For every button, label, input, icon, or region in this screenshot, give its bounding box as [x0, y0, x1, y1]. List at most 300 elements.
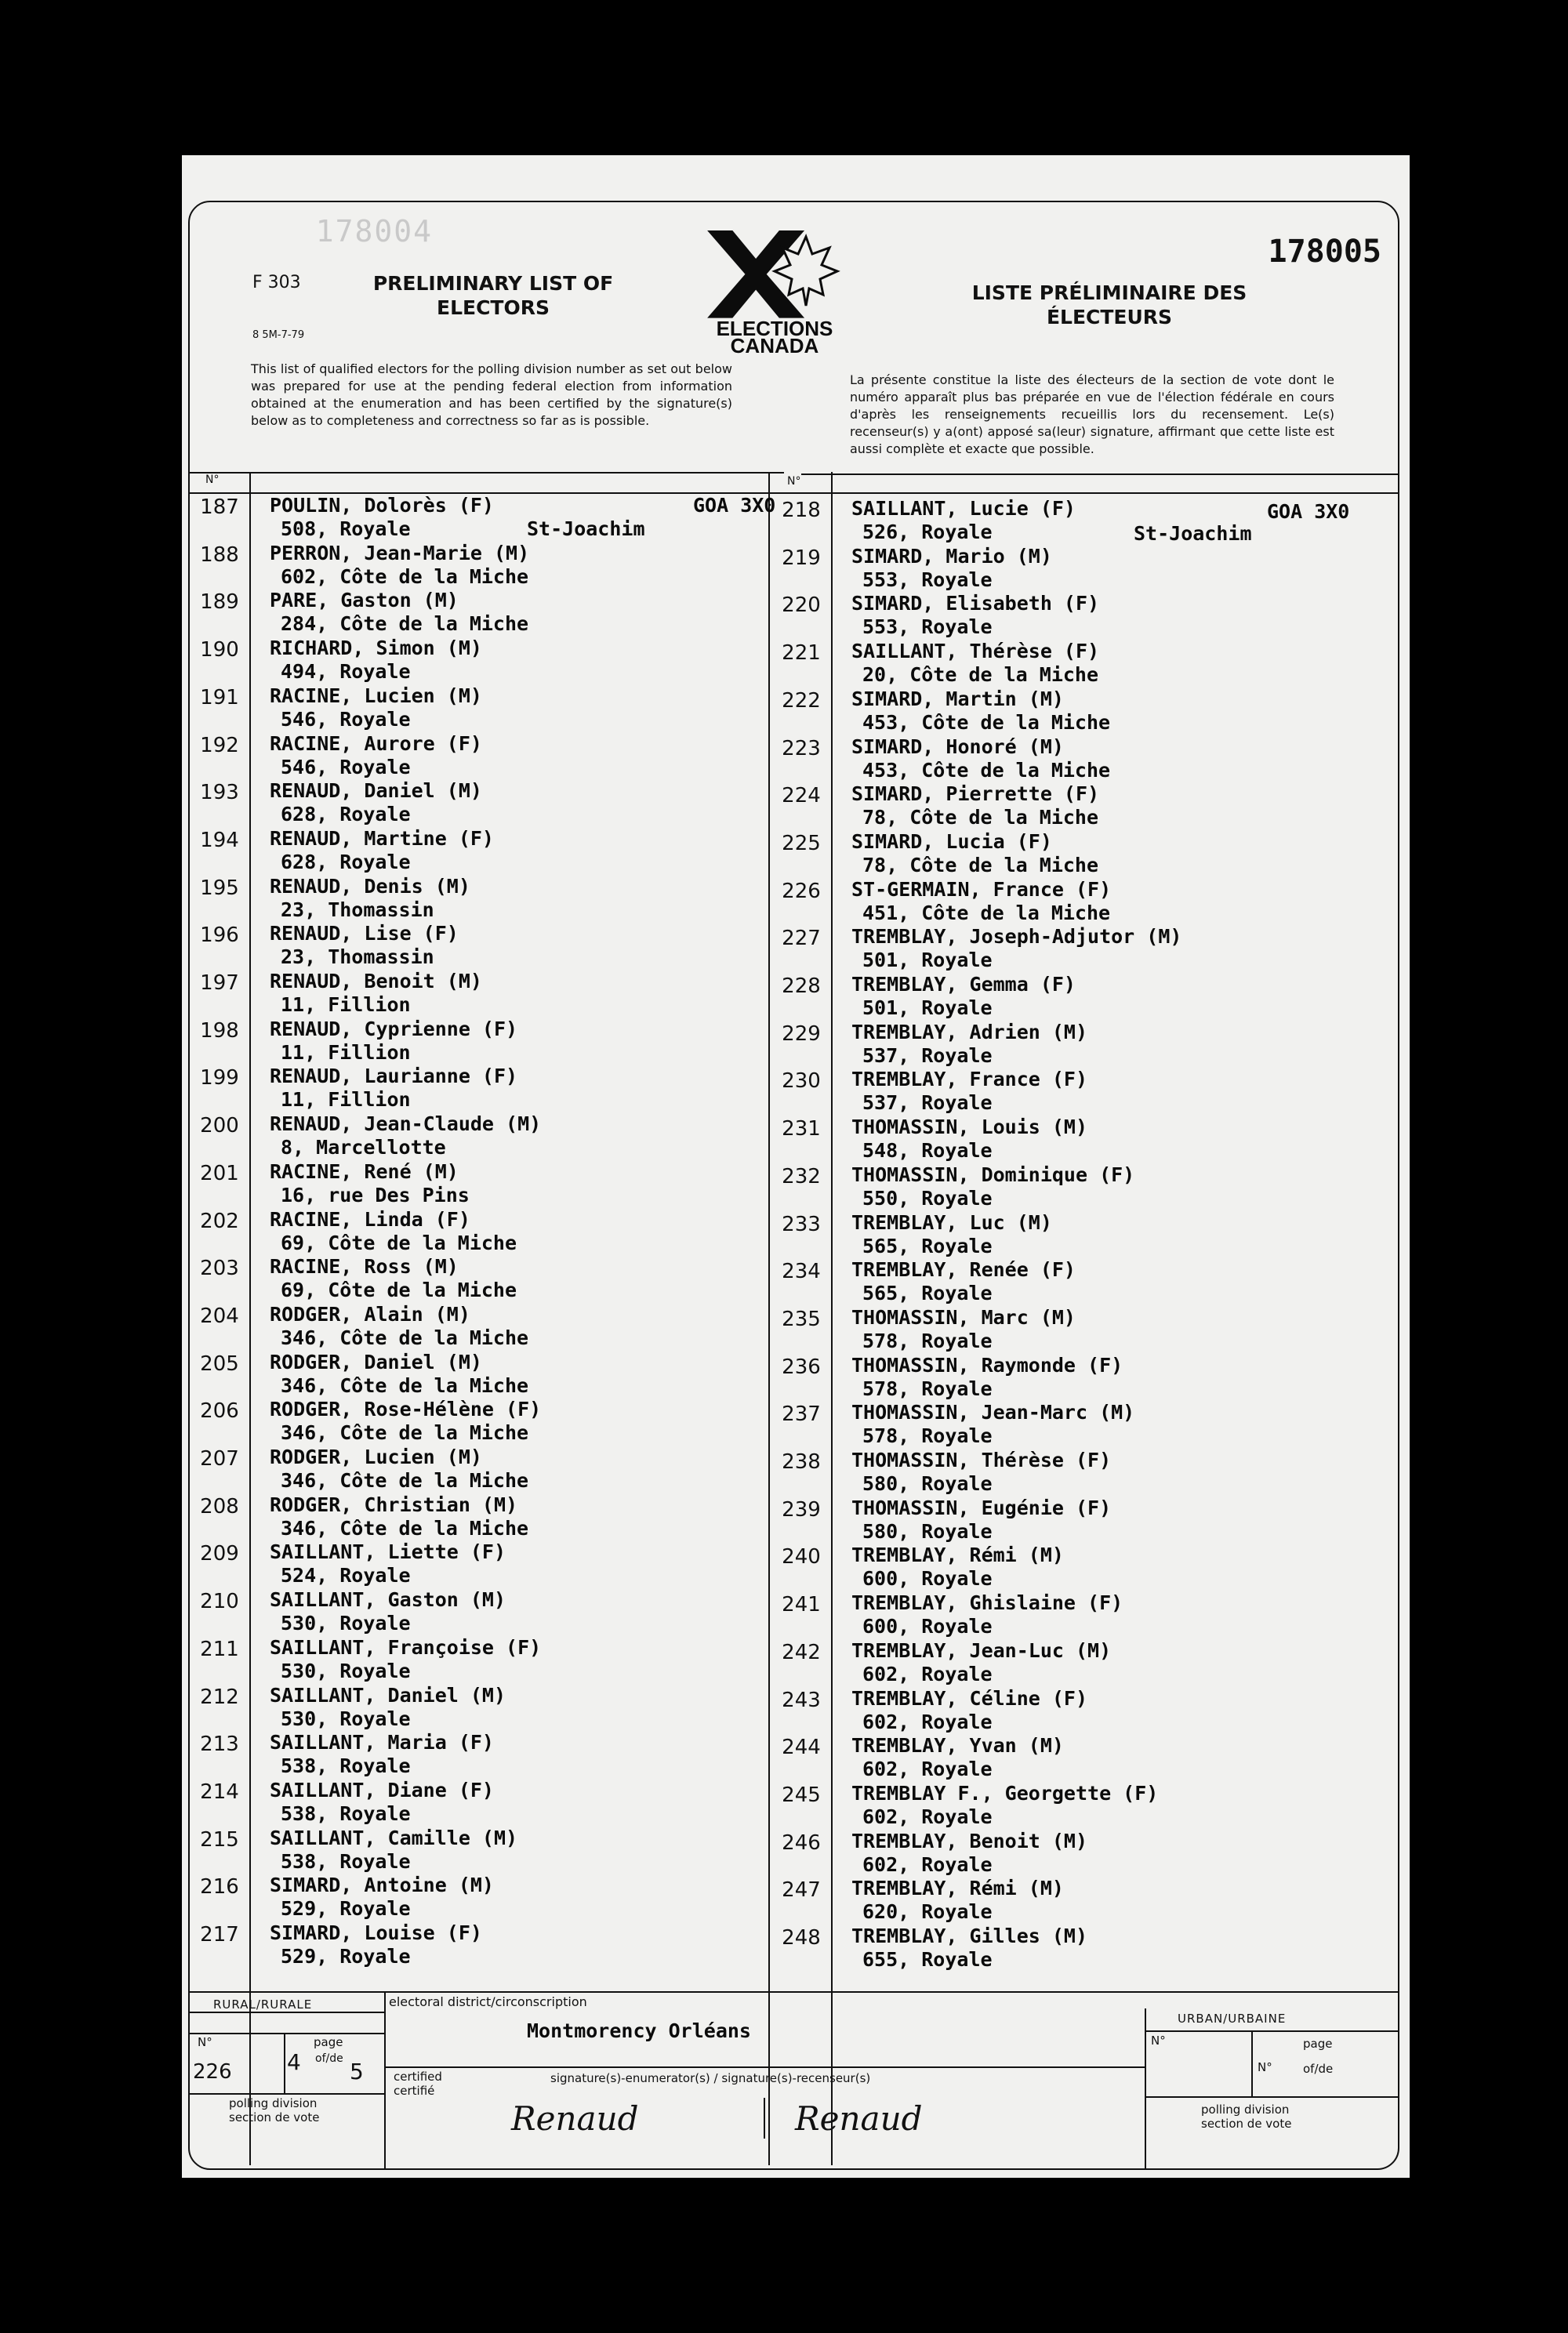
elector-address: 11, Fillion	[281, 1088, 411, 1112]
elector-name: RODGER, Rose-Hélène (F)	[270, 1398, 542, 1421]
elector-entry	[851, 497, 1076, 544]
elector-name: TREMBLAY, Benoit (M)	[851, 1829, 1088, 1852]
elector-address: 23, Thomassin	[281, 945, 434, 969]
elector-number: 214	[200, 1780, 239, 1804]
elector-number: 209	[200, 1542, 239, 1566]
elector-name: RENAUD, Jean-Claude (M)	[270, 1112, 542, 1136]
elector-address: 580, Royale	[862, 1519, 993, 1543]
elector-name: TREMBLAY, Gemma (F)	[851, 973, 1076, 996]
elector-number: 242	[782, 1640, 821, 1664]
urban-label: URBAN/URBAINE	[1178, 2012, 1287, 2026]
urban-no-page-divider	[1251, 2030, 1253, 2096]
elector-number: 243	[782, 1688, 821, 1712]
elector-entry	[270, 1446, 528, 1493]
elector-address: 8, Marcellotte	[281, 1136, 446, 1159]
elector-entry	[270, 494, 494, 541]
elector-entry	[270, 1493, 528, 1540]
elector-address: 580, Royale	[862, 1472, 993, 1495]
elector-entry	[851, 1306, 1076, 1353]
right-number-header: N°	[787, 475, 801, 488]
elector-entry	[851, 1591, 1123, 1638]
rural-no-page-divider	[284, 2033, 285, 2093]
elector-number: 196	[200, 923, 239, 948]
elector-number: 224	[782, 784, 821, 808]
logo-text-elections: ELECTIONS	[716, 317, 833, 340]
elector-address: 538, Royale	[281, 1801, 411, 1825]
elector-number: 220	[782, 593, 821, 618]
elector-number: 226	[782, 879, 821, 903]
elector-number: 198	[200, 1018, 239, 1043]
footer-top-line	[188, 1991, 1399, 1993]
elector-address: 602, Royale	[862, 1662, 993, 1685]
elector-name: THOMASSIN, Louis (M)	[851, 1116, 1088, 1139]
elector-entry	[851, 688, 1110, 735]
elector-address: 602, Côte de la Miche	[281, 564, 529, 588]
elector-entry	[270, 1160, 470, 1207]
elector-address: 546, Royale	[281, 755, 411, 778]
elector-number: 237	[782, 1402, 821, 1427]
elector-address: 20, Côte de la Miche	[862, 663, 1099, 687]
elector-entry	[851, 1211, 1052, 1258]
elector-entry	[851, 1401, 1134, 1448]
title-english: PRELIMINARY LIST OF ELECTORS	[372, 272, 614, 319]
elector-entry	[270, 970, 482, 1017]
elector-entry	[851, 592, 1099, 639]
urban-label-line	[1145, 2030, 1399, 2032]
elector-entry	[270, 1921, 482, 1968]
elector-name: RICHARD, Simon (M)	[270, 637, 482, 660]
elector-number: 191	[200, 685, 239, 709]
urban-polling-label-fr: section de vote	[1201, 2117, 1292, 2131]
elector-number: 210	[200, 1590, 239, 1614]
elector-entry	[851, 1830, 1087, 1877]
elector-address: 548, Royale	[862, 1139, 993, 1163]
elector-entry	[851, 878, 1111, 925]
elector-name: TREMBLAY, Ghislaine (F)	[851, 1591, 1123, 1615]
elector-name: RODGER, Daniel (M)	[270, 1350, 482, 1373]
elector-name: THOMASSIN, Thérèse (F)	[851, 1449, 1112, 1471]
elector-name: THOMASSIN, Eugénie (F)	[851, 1496, 1112, 1519]
signature-separator	[764, 2098, 765, 2139]
elector-address: 550, Royale	[862, 1186, 993, 1210]
elector-name: TREMBLAY, Joseph-Adjutor (M)	[851, 925, 1182, 949]
urban-of-label: of/de	[1303, 2062, 1334, 2076]
table-top-line-right	[801, 473, 1399, 475]
elector-number: 192	[200, 733, 239, 757]
elector-address: 346, Côte de la Miche	[281, 1326, 529, 1349]
elector-entry	[270, 1779, 494, 1826]
elector-name: TREMBLAY, Yvan (M)	[851, 1734, 1064, 1758]
form-number: F 303	[252, 273, 301, 292]
elector-number: 229	[782, 1021, 821, 1046]
elector-entry	[851, 1449, 1111, 1496]
elector-number: 204	[200, 1304, 239, 1328]
elector-address: 537, Royale	[862, 1043, 993, 1067]
elector-name: SIMARD, Martin (M)	[851, 687, 1064, 710]
elector-number: 202	[200, 1209, 239, 1233]
elector-number: 232	[782, 1164, 821, 1188]
elector-address: 284, Côte de la Miche	[281, 612, 529, 636]
certified-label-fr: certifié	[394, 2084, 435, 2098]
elector-name: SAILLANT, Liette (F)	[270, 1540, 506, 1564]
elector-address: 501, Royale	[862, 996, 993, 1019]
elector-entry	[270, 1255, 517, 1302]
elector-name: RACINE, Aurore (F)	[270, 731, 482, 755]
elector-name: TREMBLAY, Gilles (M)	[851, 1925, 1088, 1947]
elector-number: 200	[200, 1114, 239, 1138]
elector-address: 602, Royale	[862, 1805, 993, 1828]
elector-number: 248	[782, 1926, 821, 1950]
signature-label: signature(s)-enumerator(s) / signature(s)-recenseur(s)	[550, 2071, 871, 2085]
elector-entry	[851, 1116, 1087, 1163]
elector-entry	[851, 1497, 1111, 1544]
elector-address: 620, Royale	[862, 1900, 993, 1924]
elector-name: RACINE, Ross (M)	[270, 1255, 459, 1279]
elector-entry	[851, 735, 1110, 782]
electoral-district-label: electoral district/circonscription	[389, 1994, 587, 2009]
elector-number: 194	[200, 828, 239, 852]
elector-entry	[851, 1877, 1064, 1924]
urban-no2-label: N°	[1258, 2060, 1272, 2074]
elector-address: 529, Royale	[281, 1945, 411, 1968]
elector-name: SAILLANT, Gaston (M)	[270, 1588, 506, 1612]
elector-name: TREMBLAY, France (F)	[851, 1068, 1088, 1091]
elector-entry	[270, 779, 482, 826]
elector-name: SAILLANT, Camille (M)	[270, 1826, 518, 1849]
elector-address: 578, Royale	[862, 1424, 993, 1448]
elector-address: 23, Thomassin	[281, 898, 434, 921]
elector-name: SIMARD, Louise (F)	[270, 1921, 482, 1944]
elector-number: 228	[782, 974, 821, 998]
left-number-header: N°	[205, 473, 220, 486]
elector-entry	[851, 1687, 1087, 1734]
elector-name: THOMASSIN, Dominique (F)	[851, 1163, 1135, 1186]
elector-number: 189	[200, 590, 239, 615]
urban-polling-label-en: polling division	[1201, 2103, 1290, 2117]
rural-bottom-line	[188, 2093, 384, 2095]
elector-name: THOMASSIN, Jean-Marc (M)	[851, 1401, 1135, 1424]
elector-name: RENAUD, Lise (F)	[270, 922, 459, 945]
elector-number: 201	[200, 1161, 239, 1185]
elector-entry	[270, 1874, 494, 1921]
elector-number: 244	[782, 1736, 821, 1760]
rural-label-line	[188, 2012, 384, 2013]
elector-name: RENAUD, Cyprienne (F)	[270, 1017, 518, 1040]
elector-entry	[851, 640, 1099, 687]
elector-entry	[851, 1639, 1111, 1686]
elector-address: 530, Royale	[281, 1659, 411, 1682]
elector-name: TREMBLAY, Adrien (M)	[851, 1020, 1088, 1043]
form-code: 8 5M-7-79	[252, 329, 305, 341]
elector-address: 69, Côte de la Miche	[281, 1279, 517, 1302]
elector-name: SAILLANT, Diane (F)	[270, 1778, 494, 1801]
page-number: 4	[287, 2049, 301, 2075]
elector-address: 501, Royale	[862, 949, 993, 972]
elector-address: 530, Royale	[281, 1707, 411, 1730]
elector-entry	[270, 1827, 517, 1874]
elector-entry	[270, 1303, 528, 1350]
elector-address: 451, Côte de la Miche	[862, 901, 1111, 924]
elector-number: 246	[782, 1830, 821, 1855]
elector-address: 655, Royale	[862, 1948, 993, 1971]
elector-name: RACINE, Linda (F)	[270, 1207, 470, 1231]
elector-number: 193	[200, 781, 239, 805]
elector-name: SIMARD, Mario (M)	[851, 544, 1052, 568]
elector-address: 16, rue Des Pins	[281, 1183, 470, 1206]
elector-entry	[851, 545, 1052, 592]
elector-number: 208	[200, 1494, 239, 1518]
elector-name: RODGER, Lucien (M)	[270, 1446, 482, 1468]
elector-name: SAILLANT, Thérèse (F)	[851, 640, 1100, 663]
elector-entry	[851, 1021, 1087, 1068]
elector-name: POULIN, Dolorès (F)	[270, 494, 494, 517]
elector-number: 211	[200, 1637, 239, 1661]
signature-enumerator-1: Renaud	[511, 2099, 639, 2138]
elector-address: 537, Royale	[862, 1091, 993, 1115]
elector-name: ST-GERMAIN, France (F)	[851, 877, 1112, 901]
elector-entry	[851, 973, 1076, 1020]
elector-number: 195	[200, 876, 239, 900]
elector-name: RENAUD, Benoit (M)	[270, 970, 482, 992]
elector-number: 206	[200, 1399, 239, 1424]
rural-page-label: page	[314, 2035, 343, 2049]
elector-address: 600, Royale	[862, 1615, 993, 1638]
elector-number: 223	[782, 736, 821, 760]
elector-name: RENAUD, Denis (M)	[270, 874, 470, 898]
elector-name: SAILLANT, Lucie (F)	[851, 497, 1076, 520]
district-line	[384, 2066, 1145, 2068]
elector-name: PERRON, Jean-Marie (M)	[270, 541, 530, 564]
electoral-district: Montmorency Orléans	[527, 2019, 751, 2042]
elector-number: 235	[782, 1307, 821, 1331]
elector-entry	[270, 875, 470, 922]
elector-name: THOMASSIN, Marc (M)	[851, 1305, 1076, 1329]
elector-name: TREMBLAY, Rémi (M)	[851, 1544, 1064, 1567]
elector-address: 529, Royale	[281, 1897, 411, 1921]
elector-address: 628, Royale	[281, 803, 411, 826]
elector-name: SIMARD, Elisabeth (F)	[851, 592, 1100, 615]
elector-address: 578, Royale	[862, 1329, 993, 1352]
elector-entry	[270, 1540, 506, 1587]
elector-entry	[270, 1112, 541, 1159]
elector-name: SAILLANT, Maria (F)	[270, 1731, 494, 1754]
elector-entry	[851, 1782, 1158, 1829]
elector-number: 234	[782, 1260, 821, 1284]
page-of-label: of/de	[315, 2052, 343, 2065]
elector-entry	[270, 1588, 506, 1635]
elector-name: TREMBLAY, Jean-Luc (M)	[851, 1638, 1112, 1662]
elector-number: 219	[782, 546, 821, 570]
rural-label: RURAL/RURALE	[213, 1997, 313, 2012]
elector-number: 240	[782, 1545, 821, 1569]
left-postal-code: GOA 3X0	[693, 494, 776, 517]
elector-entry	[270, 684, 482, 731]
elector-entry	[270, 589, 528, 636]
elector-entry	[270, 1684, 506, 1731]
elector-address: 530, Royale	[281, 1612, 411, 1635]
elector-name: TREMBLAY, Rémi (M)	[851, 1877, 1064, 1900]
elector-entry	[270, 1018, 517, 1065]
elector-address: 553, Royale	[862, 568, 993, 591]
elector-address: 346, Côte de la Miche	[281, 1516, 529, 1540]
elector-entry	[270, 1636, 541, 1683]
elector-number: 245	[782, 1783, 821, 1807]
intro-text-french: La présente constitue la liste des électeurs de la section de vote dont le numéro apparaît plus bas préparée en vue de l'élection fédérale en cours d'après les renseignements recueillis lors du recensement. Le(s) recenseur(s) y a(ont) apposé sa(leur) signature, affirmant que cette liste est aussi complète et exacte que possible.	[850, 372, 1334, 456]
elector-number: 233	[782, 1212, 821, 1236]
elector-number: 212	[200, 1685, 239, 1709]
elector-name: SIMARD, Honoré (M)	[851, 735, 1064, 758]
elector-entry	[270, 827, 494, 874]
elector-address: 538, Royale	[281, 1849, 411, 1873]
logo-text-canada: CANADA	[730, 334, 819, 356]
elector-address: 602, Royale	[862, 1710, 993, 1733]
rural-no-label: N°	[198, 2035, 212, 2049]
elector-address: 565, Royale	[862, 1282, 993, 1305]
elector-number: 221	[782, 641, 821, 666]
elector-name: SAILLANT, Daniel (M)	[270, 1683, 506, 1707]
elector-entry	[270, 1208, 517, 1255]
urban-bottom-line	[1145, 2096, 1399, 2098]
elector-number: 215	[200, 1827, 239, 1852]
elector-entry	[851, 830, 1098, 877]
elector-address: 508, Royale	[281, 517, 411, 540]
elector-number: 241	[782, 1593, 821, 1617]
elector-name: RENAUD, Laurianne (F)	[270, 1065, 518, 1088]
elector-address: 11, Fillion	[281, 993, 411, 1016]
elector-number: 239	[782, 1497, 821, 1522]
title-french: LISTE PRÉLIMINAIRE DES ÉLECTEURS	[971, 281, 1247, 328]
elector-address: 69, Côte de la Miche	[281, 1231, 517, 1254]
elector-name: TREMBLAY F., Georgette (F)	[851, 1781, 1159, 1805]
elector-address: 578, Royale	[862, 1377, 993, 1400]
elector-address: 453, Côte de la Miche	[862, 758, 1111, 782]
elector-entry	[270, 1065, 517, 1112]
elector-name: SIMARD, Antoine (M)	[270, 1874, 494, 1897]
rural-sublabel-line	[188, 2033, 384, 2034]
elector-name: SAILLANT, Françoise (F)	[270, 1635, 542, 1659]
left-town: St-Joachim	[527, 517, 645, 540]
elector-number: 203	[200, 1257, 239, 1281]
elector-name: SIMARD, Pierrette (F)	[851, 782, 1100, 806]
elections-canada-logo	[681, 230, 869, 356]
elector-entry	[851, 1734, 1064, 1781]
elector-address: 453, Côte de la Miche	[862, 710, 1111, 734]
elector-address: 346, Côte de la Miche	[281, 1421, 529, 1445]
right-postal-code: GOA 3X0	[1267, 500, 1350, 523]
urban-no-label: N°	[1151, 2034, 1166, 2048]
elector-number: 238	[782, 1450, 821, 1474]
elector-entry	[270, 1731, 494, 1778]
elector-name: RODGER, Christian (M)	[270, 1493, 518, 1516]
elector-address: 78, Côte de la Miche	[862, 806, 1099, 829]
page-total: 5	[350, 2059, 364, 2084]
elector-number: 230	[782, 1069, 821, 1094]
elector-number: 222	[782, 688, 821, 713]
elector-address: 346, Côte de la Miche	[281, 1469, 529, 1492]
elector-name: RENAUD, Martine (F)	[270, 826, 494, 850]
elector-entry	[851, 1544, 1064, 1591]
elector-address: 565, Royale	[862, 1234, 993, 1257]
elector-address: 526, Royale	[862, 521, 993, 543]
footer-rural-divider	[384, 1991, 386, 2170]
faint-stamp-number: 178004	[315, 214, 433, 249]
elector-name: RACINE, Lucien (M)	[270, 684, 482, 707]
elector-name: RODGER, Alain (M)	[270, 1302, 470, 1326]
document-number: 178005	[1268, 234, 1381, 270]
elector-entry	[851, 1068, 1087, 1115]
elector-number: 190	[200, 638, 239, 662]
elector-entry	[270, 732, 482, 779]
elector-number: 236	[782, 1355, 821, 1379]
footer-urban-divider	[1145, 2008, 1146, 2170]
elector-name: TREMBLAY, Luc (M)	[851, 1210, 1052, 1234]
elector-address: 600, Royale	[862, 1567, 993, 1591]
signature-enumerator-2: Renaud	[795, 2099, 923, 2138]
elector-address: 538, Royale	[281, 1754, 411, 1778]
elector-name: TREMBLAY, Renée (F)	[851, 1258, 1076, 1282]
elector-address: 628, Royale	[281, 850, 411, 873]
elector-address: 524, Royale	[281, 1564, 411, 1587]
document-page	[182, 155, 1410, 2178]
elector-number: 231	[782, 1117, 821, 1141]
table-top-line-left	[188, 472, 784, 473]
elector-number: 218	[782, 499, 821, 522]
elector-name: RACINE, René (M)	[270, 1159, 459, 1183]
elector-entry	[270, 922, 459, 969]
elector-number: 199	[200, 1066, 239, 1090]
elector-number: 216	[200, 1875, 239, 1899]
elector-entry	[851, 782, 1099, 829]
elector-number: 187	[200, 495, 239, 519]
elector-entry	[851, 1258, 1076, 1305]
elector-entry	[851, 1925, 1087, 1972]
elector-number: 207	[200, 1447, 239, 1471]
elector-entry	[851, 1163, 1134, 1210]
elector-number: 213	[200, 1733, 239, 1757]
elector-name: PARE, Gaston (M)	[270, 589, 459, 612]
right-town: St-Joachim	[1134, 522, 1252, 545]
elector-address: 346, Côte de la Miche	[281, 1373, 529, 1397]
rural-polling-label-en: polling division	[229, 2096, 318, 2110]
elector-entry	[270, 542, 529, 589]
elector-number: 188	[200, 542, 239, 567]
elector-entry	[851, 1354, 1123, 1401]
elector-number: 205	[200, 1352, 239, 1376]
elector-entry	[270, 1351, 528, 1398]
elector-name: THOMASSIN, Raymonde (F)	[851, 1353, 1123, 1377]
elector-name: RENAUD, Daniel (M)	[270, 779, 482, 803]
elector-number: 217	[200, 1923, 239, 1947]
intro-text-english: This list of qualified electors for the polling division number as set out below was prepared for use at the pending federal election from information obtained at the enumeration and has been certified by the signature(s) below as to completeness and correctness so far as is possible.	[251, 361, 732, 428]
elector-address: 553, Royale	[862, 615, 993, 639]
elector-address: 11, Fillion	[281, 1040, 411, 1064]
elector-name: TREMBLAY, Céline (F)	[851, 1686, 1088, 1710]
elector-number: 227	[782, 927, 821, 951]
elector-entry	[851, 925, 1181, 972]
elector-number: 225	[782, 831, 821, 855]
elector-entry	[270, 637, 482, 684]
elector-address: 546, Royale	[281, 707, 411, 731]
elector-number: 197	[200, 971, 239, 995]
elector-entry	[270, 1398, 541, 1445]
rural-polling-label-fr: section de vote	[229, 2110, 320, 2124]
elector-number: 247	[782, 1878, 821, 1903]
certified-label-en: certified	[394, 2070, 442, 2084]
elector-address: 602, Royale	[862, 1852, 993, 1876]
elector-name: SIMARD, Lucia (F)	[851, 829, 1052, 853]
elector-address: 494, Royale	[281, 660, 411, 684]
elector-address: 602, Royale	[862, 1758, 993, 1781]
